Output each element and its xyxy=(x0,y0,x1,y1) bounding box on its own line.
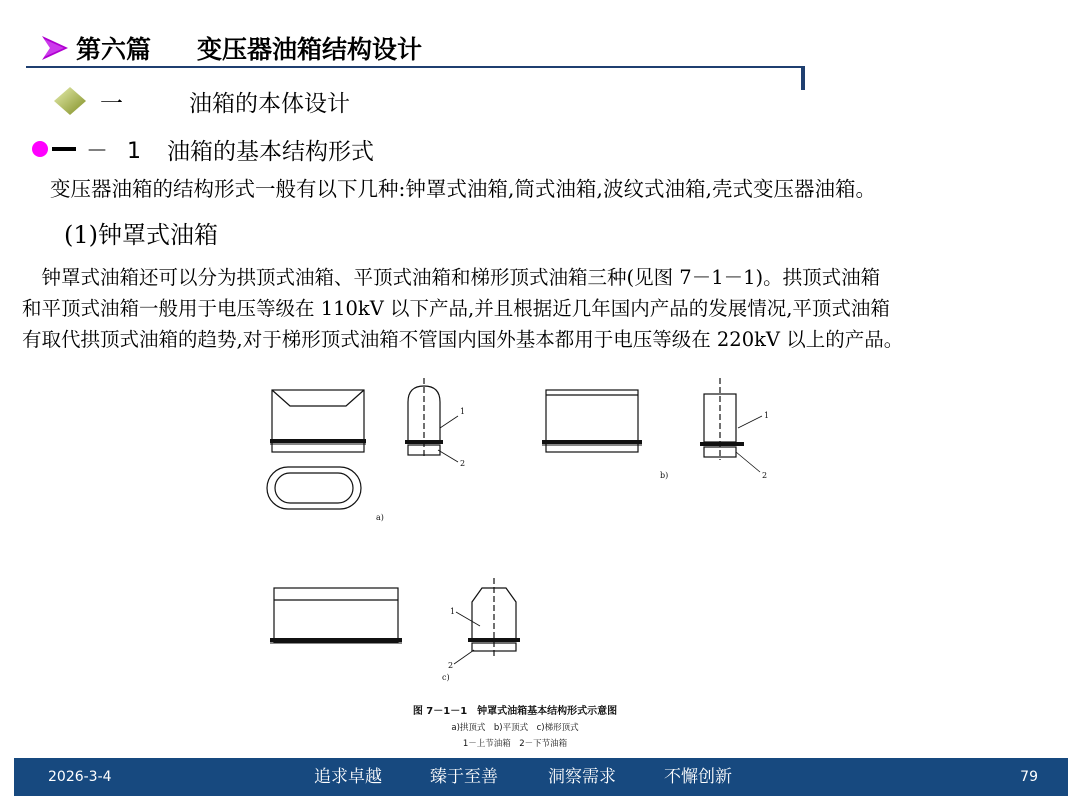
title-main: 变压器油箱结构设计 xyxy=(197,35,423,64)
title-text xyxy=(76,30,422,66)
arch-top-side-view xyxy=(405,378,458,462)
title-rule-end xyxy=(801,66,805,90)
arch-top-plan-view xyxy=(267,467,361,509)
subsection-title: 油箱的基本结构形式 xyxy=(167,138,374,165)
label-c: c) xyxy=(442,673,450,682)
label-a: a) xyxy=(376,513,384,522)
section-title: 油箱的本体设计 xyxy=(189,90,350,117)
footer-slogan: 臻于至善 xyxy=(430,767,498,787)
heading-bell-type: (1)钟罩式油箱 xyxy=(64,221,218,249)
callout-1: 1 xyxy=(764,411,770,420)
title-part: 第六篇 xyxy=(76,35,152,64)
dash-icon xyxy=(52,147,76,151)
body-paragraph xyxy=(22,262,1062,355)
diamond-bullet-icon xyxy=(52,86,88,116)
body-line: 有取代拱顶式油箱的趋势,对于梯形顶式油箱不管国内国外基本都用于电压等级在 220kV 以上的产品。 xyxy=(22,328,904,351)
trapezoid-top-side-view xyxy=(454,578,520,664)
figure-7-1-1 xyxy=(250,368,790,758)
section-heading xyxy=(52,84,350,118)
magenta-dot-icon xyxy=(32,141,48,157)
tank-diagram xyxy=(250,368,790,758)
footer-slogan: 追求卓越 xyxy=(314,767,382,787)
intro-paragraph: 变压器油箱的结构形式一般有以下几种:钟罩式油箱,筒式油箱,波纹式油箱,壳式变压器油箱。 xyxy=(50,177,876,201)
flat-top-side-view xyxy=(700,378,762,472)
label-b: b) xyxy=(660,471,669,480)
figure-caption: 图 7－1－1 钟罩式油箱基本结构形式示意图 xyxy=(412,706,618,717)
callout-2: 2 xyxy=(460,459,466,468)
body-line: 钟罩式油箱还可以分为拱顶式油箱、平顶式油箱和梯形顶式油箱三种(见图 7－1－1)。拱顶式油箱 xyxy=(22,266,881,289)
footer-slogan: 不懈创新 xyxy=(664,767,732,787)
footer-bar xyxy=(14,758,1068,796)
callout-1: 1 xyxy=(450,607,456,616)
subsection-number: － 1 xyxy=(86,138,147,164)
callout-2: 2 xyxy=(762,471,768,480)
trapezoid-top-front-view xyxy=(270,588,402,643)
section-number: 一 xyxy=(100,90,123,117)
subsection-heading xyxy=(32,132,374,166)
footer-date: 2026-3-4 xyxy=(48,769,112,785)
arrow-bullet-icon xyxy=(38,33,72,63)
callout-1: 1 xyxy=(460,407,466,416)
arch-top-front-view xyxy=(270,390,366,452)
callout-2: 2 xyxy=(448,661,454,670)
body-line: 和平顶式油箱一般用于电压等级在 110kV 以下产品,并且根据近几年国内产品的发展情况,平顶式油箱 xyxy=(22,297,890,320)
figure-legend-types: a)拱顶式 b)平顶式 c)梯形顶式 xyxy=(451,723,579,733)
figure-legend-parts: 1－上节油箱 2－下节油箱 xyxy=(462,739,568,749)
footer-slogan: 洞察需求 xyxy=(548,767,616,787)
slide-title xyxy=(38,30,422,66)
flat-top-front-view xyxy=(542,390,642,452)
title-rule xyxy=(26,66,804,68)
page-number: 79 xyxy=(1020,769,1038,785)
